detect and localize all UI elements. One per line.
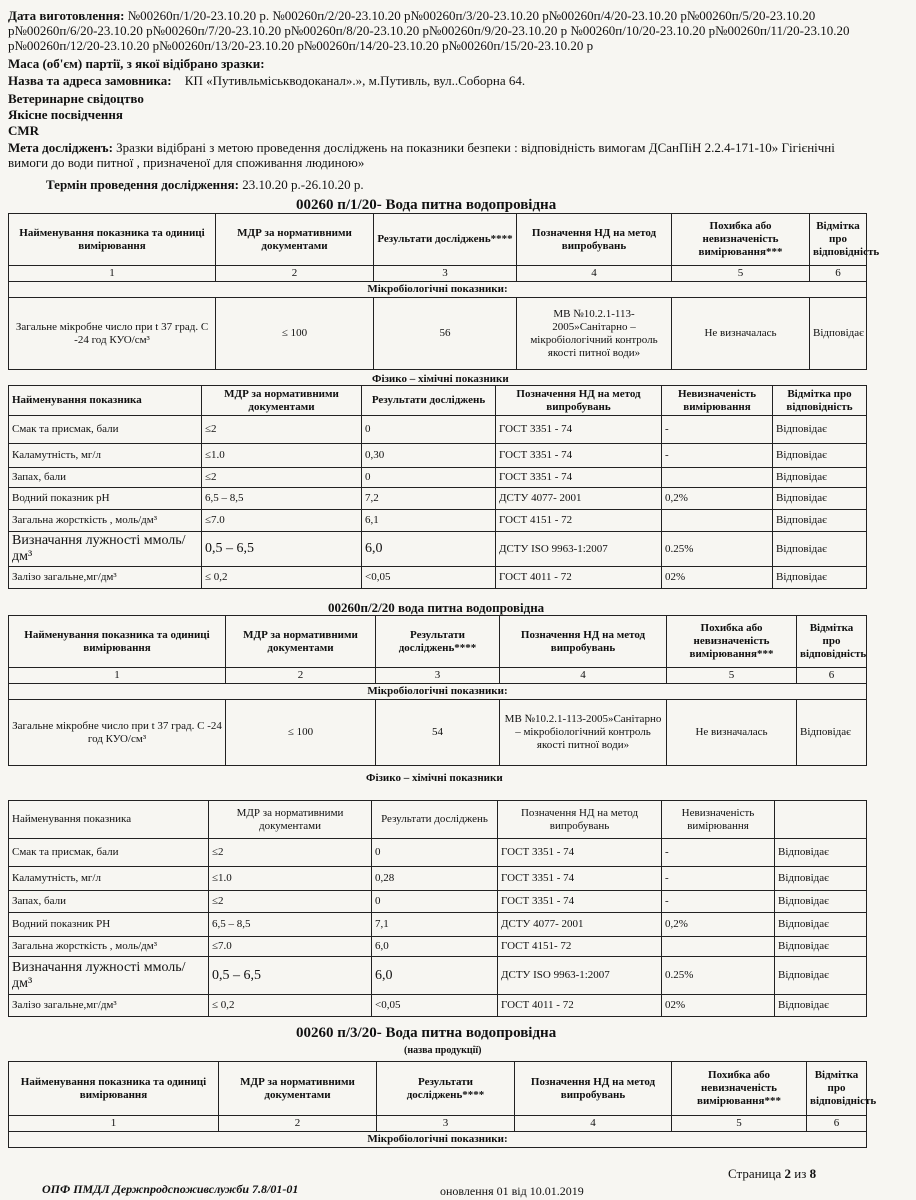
uncertainty-value: 02% xyxy=(662,995,775,1017)
conformity-mark: Відповідає xyxy=(773,416,867,444)
result-value: 0 xyxy=(372,891,498,913)
micro-band: Мікробіологічні показники: xyxy=(9,282,867,298)
manufacture-date xyxy=(8,8,878,53)
error-value: Не визначалась xyxy=(667,700,797,766)
result-value: 0,28 xyxy=(372,867,498,891)
nd-value: ГОСТ 3351 - 74 xyxy=(496,468,662,488)
col-mark-header: Відмітка про відповідність xyxy=(773,386,867,416)
customer-value: КП «Путивльміськводоканал».», м.Путивль, вул..Соборна 64. xyxy=(184,73,526,88)
col-error-header: Похибка або невизначеність вимірювання*** xyxy=(672,1062,807,1116)
mdr-value: ≤1.0 xyxy=(209,867,372,891)
result-value: 56 xyxy=(374,298,517,370)
uncertainty-value xyxy=(662,937,775,957)
date-value: №00260п/1/20-23.10.20 р. №00260п/2/20-23.10.20 р№00260п/3/20-23.10.20 р№00260п/4/20-23.10.20 р№00260п/5/20-23.10.20 р№00260п/6/20-23.10.20 р№00260п/7/20-23.10.20 р№00260п/8/20-23.10.20 р№00260п/9/20-23.10.20 р №00260п/10/20-23.10.20 р№00260п/11/20-23.10.20 р№00260п/12/20-23.10.20 р№00260п/13/20-23.10.20 р№00260п/14/20-23.10.20 р№00260п/15/20-23.10.20 р xyxy=(8,8,850,53)
result-value: 6,0 xyxy=(372,957,498,995)
mdr-value: ≤ 0,2 xyxy=(209,995,372,1017)
result-value: 0,30 xyxy=(362,444,496,468)
conformity-mark: Відповідає xyxy=(773,488,867,510)
research-goal xyxy=(8,140,878,170)
table-row xyxy=(9,416,867,444)
nd-value: ГОСТ 4151- 72 xyxy=(498,937,662,957)
section-1-micro-table xyxy=(8,213,880,370)
mdr-value: ≤2 xyxy=(209,839,372,867)
indicator-name: Запах, бали xyxy=(9,891,209,913)
mdr-value: 6,5 – 8,5 xyxy=(202,488,362,510)
mdr-value: ≤ 0,2 xyxy=(202,567,362,589)
uncertainty-value xyxy=(662,510,773,532)
table-row xyxy=(9,567,867,589)
col-error-header: Похибка або невизначеність вимірювання*** xyxy=(667,616,797,668)
col-mdr-header: МДР за нормативними документами xyxy=(226,616,376,668)
result-value: 6,0 xyxy=(372,937,498,957)
col-number: 4 xyxy=(517,266,672,282)
col-mdr-header: МДР за нормативними документами xyxy=(209,801,372,839)
indicator-name: Каламутність, мг/л xyxy=(9,867,209,891)
result-value: 0 xyxy=(362,416,496,444)
customer-label: Назва та адреса замовника: xyxy=(8,73,172,88)
column-numbers-row xyxy=(9,266,867,282)
mass-label: Маса (об'єм) партії, з якої відібрано зразки: xyxy=(8,56,265,71)
col-nd-header: Позначення НД на метод випробувань xyxy=(498,801,662,839)
nd-value: ГОСТ 3351 - 74 xyxy=(496,444,662,468)
section-1-title: 00260 п/1/20- Вода питна водопровідна xyxy=(296,197,557,213)
page-label: Страница xyxy=(728,1166,782,1181)
col-name-header: Найменування показника та одиниці вимірювання xyxy=(9,616,226,668)
column-numbers-row xyxy=(9,1116,867,1132)
uncertainty-value: - xyxy=(662,416,773,444)
conformity-mark: Відповідає xyxy=(775,995,867,1017)
result-value: 54 xyxy=(376,700,500,766)
quality-certificate-label: Якісне посвідчення xyxy=(8,107,123,122)
table-row xyxy=(9,913,867,937)
mdr-value: ≤2 xyxy=(202,416,362,444)
nd-value: ГОСТ 4151 - 72 xyxy=(496,510,662,532)
page-of: из xyxy=(794,1166,807,1181)
table-header-row xyxy=(9,616,867,668)
indicator-name: Каламутність, мг/л xyxy=(9,444,202,468)
table-header-row xyxy=(9,801,867,839)
col-name-header: Найменування показника та одиниці вимірювання xyxy=(9,214,216,266)
col-number: 6 xyxy=(810,266,867,282)
uncertainty-value: 0,2% xyxy=(662,913,775,937)
mdr-value: ≤7.0 xyxy=(209,937,372,957)
nd-value: ГОСТ 3351 - 74 xyxy=(498,839,662,867)
vet-certificate-label: Ветеринарне свідоцтво xyxy=(8,91,144,106)
goal-label: Мета дослідженъ: xyxy=(8,140,113,155)
uncertainty-value xyxy=(662,468,773,488)
table-header-row xyxy=(9,214,867,266)
mdr-value: 0,5 – 6,5 xyxy=(202,532,362,567)
section-3-title: 00260 п/3/20- Вода питна водопровідна xyxy=(296,1025,557,1041)
result-value: 7,1 xyxy=(372,913,498,937)
result-value: 7,2 xyxy=(362,488,496,510)
indicator-name: Смак та присмак, бали xyxy=(9,416,202,444)
result-value: <0,05 xyxy=(372,995,498,1017)
page-current: 2 xyxy=(784,1166,792,1181)
conformity-mark: Відповідає xyxy=(773,567,867,589)
nd-value: ДСТУ ISO 9963-1:2007 xyxy=(496,532,662,567)
indicator-name: Залізо загальне,мг/дм³ xyxy=(9,995,209,1017)
uncertainty-value: 0,2% xyxy=(662,488,773,510)
micro-band: Мікробіологічні показники: xyxy=(9,1132,867,1148)
indicator-name: Загальна жорсткість , моль/дм³ xyxy=(9,510,202,532)
nd-value: ГОСТ 4011 - 72 xyxy=(496,567,662,589)
mdr-value: ≤ 100 xyxy=(226,700,376,766)
col-number: 1 xyxy=(9,266,216,282)
col-number: 3 xyxy=(376,668,500,684)
result-value: 0 xyxy=(372,839,498,867)
indicator-name: Загальне мікробне число при t 37 град. С -24 год КУО/см³ xyxy=(9,298,216,370)
col-mark-header xyxy=(775,801,867,839)
nd-value: МВ №10.2.1-113-2005»Санітарно – мікробіологічний контроль якості питної води» xyxy=(517,298,672,370)
footer-revision: оновлення 01 від 10.01.2019 xyxy=(440,1184,584,1198)
mdr-value: 6,5 – 8,5 xyxy=(209,913,372,937)
col-number: 6 xyxy=(797,668,867,684)
col-mark-header: Відмітка про відповідність xyxy=(810,214,867,266)
phys-chem-title-2: Фізико – хімічні показники xyxy=(366,772,503,784)
col-result-header: Результати досліджень xyxy=(372,801,498,839)
col-number: 4 xyxy=(515,1116,672,1132)
col-number: 5 xyxy=(667,668,797,684)
section-2-title: 00260п/2/20 вода питна водопровідна xyxy=(328,600,545,615)
section-3-subtitle: (назва продукції) xyxy=(404,1045,482,1056)
conformity-mark: Відповідає xyxy=(773,444,867,468)
date-label: Дата виготовлення: xyxy=(8,8,125,23)
conformity-mark: Відповідає xyxy=(810,298,867,370)
uncertainty-value: - xyxy=(662,839,775,867)
micro-band: Мікробіологічні показники: xyxy=(9,684,867,700)
col-result-header: Результати досліджень**** xyxy=(374,214,517,266)
uncertainty-value: 0.25% xyxy=(662,532,773,567)
col-number: 3 xyxy=(377,1116,515,1132)
mdr-value: ≤7.0 xyxy=(202,510,362,532)
col-number: 3 xyxy=(374,266,517,282)
col-nd-header: Позначення НД на метод випробувань xyxy=(517,214,672,266)
conformity-mark: Відповідає xyxy=(775,913,867,937)
table-header-row xyxy=(9,386,867,416)
col-uncertainty-header: Невизначеність вимірювання xyxy=(662,801,775,839)
indicator-name: Загальна жорсткість , моль/дм³ xyxy=(9,937,209,957)
table-row xyxy=(9,488,867,510)
table-row xyxy=(9,995,867,1017)
table-row xyxy=(9,510,867,532)
research-term xyxy=(46,177,916,192)
col-nd-header: Позначення НД на метод випробувань xyxy=(496,386,662,416)
conformity-mark: Відповідає xyxy=(773,532,867,567)
table-row xyxy=(9,867,867,891)
col-uncertainty-header: Невизначеність вимірювання xyxy=(662,386,773,416)
col-nd-header: Позначення НД на метод випробувань xyxy=(515,1062,672,1116)
col-number: 2 xyxy=(216,266,374,282)
nd-value: ГОСТ 3351 - 74 xyxy=(498,891,662,913)
nd-value: ГОСТ 3351 - 74 xyxy=(498,867,662,891)
col-number: 1 xyxy=(9,668,226,684)
result-value: <0,05 xyxy=(362,567,496,589)
mdr-value: 0,5 – 6,5 xyxy=(209,957,372,995)
conformity-mark: Відповідає xyxy=(775,937,867,957)
col-number: 4 xyxy=(500,668,667,684)
indicator-name: Запах, бали xyxy=(9,468,202,488)
col-number: 5 xyxy=(672,266,810,282)
nd-value: ДСТУ 4077- 2001 xyxy=(496,488,662,510)
indicator-name: Визначання лужності ммоль/дм³ xyxy=(9,957,209,995)
table-row xyxy=(9,532,867,567)
col-mdr-header: МДР за нормативними документами xyxy=(219,1062,377,1116)
col-nd-header: Позначення НД на метод випробувань xyxy=(500,616,667,668)
table-row xyxy=(9,444,867,468)
uncertainty-value: 02% xyxy=(662,567,773,589)
term-label: Термін проведення дослідження: xyxy=(46,177,240,192)
col-name-header: Найменування показника xyxy=(9,801,209,839)
table-row xyxy=(9,839,867,867)
page-total: 8 xyxy=(809,1166,817,1181)
table-row xyxy=(9,937,867,957)
result-value: 6,0 xyxy=(362,532,496,567)
customer xyxy=(8,73,878,88)
section-2-phys-table xyxy=(8,800,867,1017)
table-row xyxy=(9,298,867,370)
col-mdr-header: МДР за нормативними документами xyxy=(216,214,374,266)
conformity-mark: Відповідає xyxy=(775,839,867,867)
error-value: Не визначалась xyxy=(672,298,810,370)
table-row xyxy=(9,468,867,488)
conformity-mark: Відповідає xyxy=(775,891,867,913)
col-number: 2 xyxy=(219,1116,377,1132)
col-mark-header: Відмітка про відповідність xyxy=(797,616,867,668)
conformity-mark: Відповідає xyxy=(773,510,867,532)
term-value: 23.10.20 р.-26.10.20 р. xyxy=(242,177,364,192)
col-number: 5 xyxy=(672,1116,807,1132)
result-value: 0 xyxy=(362,468,496,488)
cmr-label: CMR xyxy=(8,123,40,138)
uncertainty-value: - xyxy=(662,867,775,891)
indicator-name: Водний показник рН xyxy=(9,488,202,510)
nd-value: МВ №10.2.1-113-2005»Санітарно – мікробіологічний контроль якості питної води» xyxy=(500,700,667,766)
nd-value: ДСТУ 4077- 2001 xyxy=(498,913,662,937)
table-row xyxy=(9,957,867,995)
section-1-phys-table xyxy=(8,385,867,589)
column-numbers-row xyxy=(9,668,867,684)
goal-value: Зразки відібрані з метою проведення досліджень на показники безпеки : відповідність вимогам ДСанПіН 2.2.4-171-10» Гігієнічні вимоги до води питної , призначеної для споживання людиною» xyxy=(8,140,835,170)
mdr-value: ≤2 xyxy=(202,468,362,488)
table-row xyxy=(9,891,867,913)
section-3-micro-table xyxy=(8,1061,877,1148)
conformity-mark: Відповідає xyxy=(773,468,867,488)
uncertainty-value: - xyxy=(662,891,775,913)
col-number: 2 xyxy=(226,668,376,684)
nd-value: ГОСТ 4011 - 72 xyxy=(498,995,662,1017)
conformity-mark: Відповідає xyxy=(775,867,867,891)
col-mdr-header: МДР за нормативними документами xyxy=(202,386,362,416)
mdr-value: ≤ 100 xyxy=(216,298,374,370)
nd-value: ГОСТ 3351 - 74 xyxy=(496,416,662,444)
indicator-name: Водний показник РН xyxy=(9,913,209,937)
section-2-micro-table xyxy=(8,615,867,766)
table-row xyxy=(9,700,867,766)
page-number xyxy=(728,1166,816,1182)
col-mark-header: Відмітка про відповідність xyxy=(807,1062,867,1116)
col-name-header: Найменування показника xyxy=(9,386,202,416)
indicator-name: Визначання лужності ммоль/дм³ xyxy=(9,532,202,567)
footer-form-code: ОПФ ПМДЛ Держпродспоживслужби 7.8/01-01 xyxy=(42,1182,299,1196)
conformity-mark: Відповідає xyxy=(775,957,867,995)
indicator-name: Залізо загальне,мг/дм³ xyxy=(9,567,202,589)
result-value: 6,1 xyxy=(362,510,496,532)
col-number: 6 xyxy=(807,1116,867,1132)
col-result-header: Результати досліджень**** xyxy=(376,616,500,668)
mdr-value: ≤1.0 xyxy=(202,444,362,468)
mdr-value: ≤2 xyxy=(209,891,372,913)
indicator-name: Загальне мікробне число при t 37 град. С -24 год КУО/см³ xyxy=(9,700,226,766)
nd-value: ДСТУ ISO 9963-1:2007 xyxy=(498,957,662,995)
uncertainty-value: 0.25% xyxy=(662,957,775,995)
col-result-header: Результати досліджень xyxy=(362,386,496,416)
conformity-mark: Відповідає xyxy=(797,700,867,766)
col-name-header: Найменування показника та одиниці вимірювання xyxy=(9,1062,219,1116)
uncertainty-value: - xyxy=(662,444,773,468)
col-number: 1 xyxy=(9,1116,219,1132)
col-result-header: Результати досліджень**** xyxy=(377,1062,515,1116)
phys-chem-title-1: Фізико – хімічні показники xyxy=(372,373,509,385)
table-header-row xyxy=(9,1062,867,1116)
indicator-name: Смак та присмак, бали xyxy=(9,839,209,867)
col-error-header: Похибка або невизначеність вимірювання*** xyxy=(672,214,810,266)
